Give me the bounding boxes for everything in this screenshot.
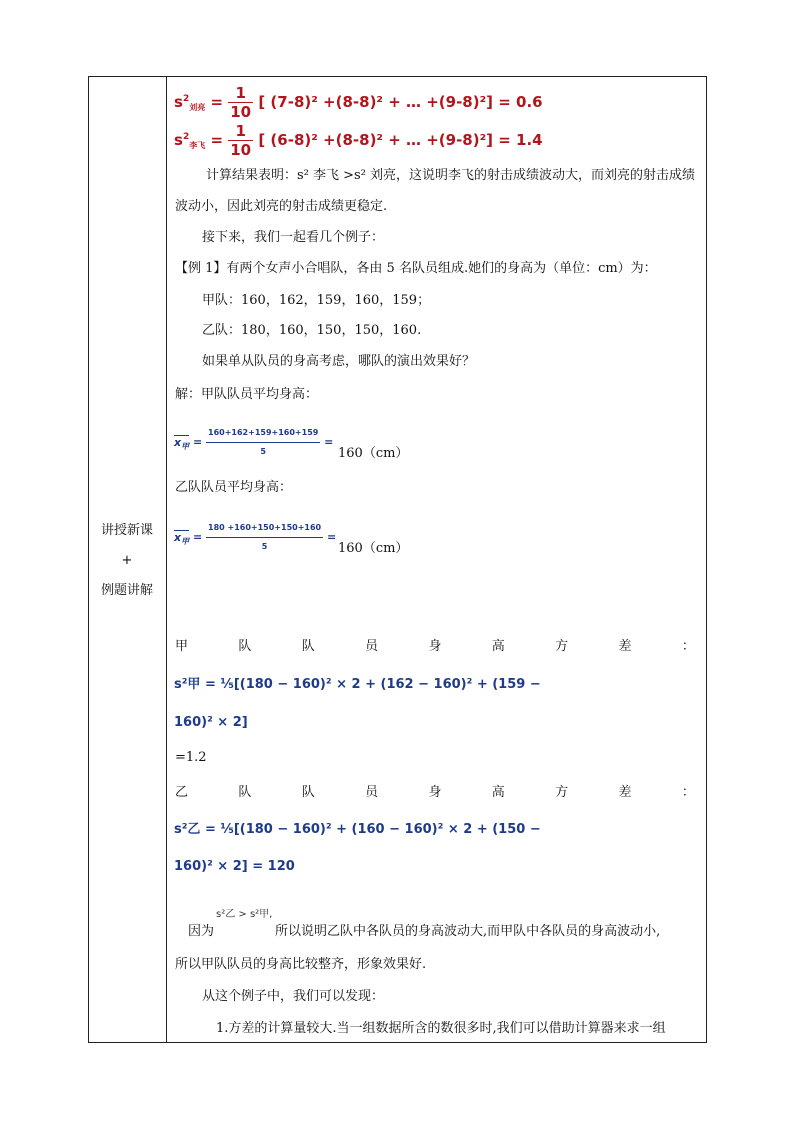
because-prefix: 因为 [188, 924, 215, 939]
var-jia-char: 队 [301, 639, 315, 654]
var-jia-label [175, 635, 695, 654]
formula-eq: = [210, 131, 224, 149]
mean-eq: = [192, 530, 203, 544]
formula-body: [ (6-8)² +(8-8)² + … +(9-8)²] = 1.4 [258, 131, 543, 149]
var-jia-char: 身 [428, 639, 442, 654]
section-label-line2: + [121, 553, 133, 568]
discover: 从这个例子中，我们可以发现： [202, 989, 385, 1004]
var-jia-result: =1.2 [175, 750, 207, 765]
var-yi-char: 方 [555, 785, 569, 800]
section-label-line3: 例题讲解 [100, 583, 153, 598]
var-yi-char: ： [681, 785, 695, 800]
var-yi-char: 高 [491, 785, 505, 800]
because-text-2: 所以甲队队员的身高比较整齐，形象效果好. [175, 957, 427, 972]
mean-den: 5 [261, 542, 268, 551]
mean-jia-result: 160（cm） [338, 446, 409, 461]
yi-intro: 乙队队员平均身高： [175, 480, 293, 495]
var-yi-char: 乙 [175, 785, 189, 800]
xbar-sub: 甲 [181, 441, 190, 451]
paragraph-1: 计算结果表明：s² 李飞 >s² 刘亮，这说明李飞的射击成绩波动大，而刘亮的射击成绩 [206, 168, 696, 183]
because-text: 所以说明乙队中各队员的身高波动大,而甲队中各队员的身高波动小, [275, 924, 661, 939]
mean-num: 180 +160+150+150+160 [206, 519, 323, 538]
xbar-label: x [174, 530, 182, 544]
mean-yi-result: 160（cm） [338, 541, 409, 556]
mean-eq2: = [324, 435, 334, 449]
var-yi-char: 差 [618, 785, 632, 800]
mean-eq2: = [326, 530, 337, 544]
var-yi-label [175, 781, 695, 800]
point-1: 1.方差的计算量较大.当一组数据所含的数很多时,我们可以借助计算器来求一组 [216, 1021, 666, 1036]
var-jia-char: 高 [491, 639, 505, 654]
var-jia-char: 队 [238, 639, 252, 654]
formula-fraction [228, 122, 253, 159]
var-jia-formula-1: s²甲 = ⅕[(180 − 160)² × 2 + (162 − 160)² + (159 − [174, 677, 541, 692]
example-1: 【例 1】有两个女声小合唱队，各由 5 名队员组成.她们的身高为（单位：cm）为： [175, 261, 657, 276]
formula-sub: 李飞 [189, 141, 206, 150]
var-yi-char: 身 [428, 785, 442, 800]
section-label-line1: 讲授新课 [100, 523, 153, 538]
formula-lifei [174, 122, 543, 159]
mean-num: 160+162+159+160+159 [206, 424, 320, 443]
lesson-table [88, 76, 707, 1043]
formula-eq: = [210, 93, 224, 111]
var-jia-char: 方 [555, 639, 569, 654]
paragraph-2: 接下来，我们一起看几个例子： [202, 230, 385, 245]
xbar-symbol [174, 435, 189, 454]
mean-fraction [206, 424, 320, 461]
xbar-symbol [174, 530, 189, 549]
var-yi-char: 队 [238, 785, 252, 800]
mean-jia-formula [174, 424, 333, 461]
formula-sup: 2 [182, 94, 190, 104]
var-jia-formula-2: 160)² × 2] [174, 715, 248, 730]
fraction-num: 1 [228, 122, 253, 141]
because-formula: s²乙 > s²甲, [216, 909, 273, 920]
fraction-den: 10 [230, 103, 252, 121]
formula-sub: 刘亮 [189, 103, 206, 112]
formula-liuliang [174, 84, 543, 121]
formula-body: [ (7-8)² +(8-8)² + … +(9-8)²] = 0.6 [258, 93, 543, 111]
question: 如果单从队员的身高考虑，哪队的演出效果好？ [202, 354, 476, 369]
var-jia-char: ： [681, 639, 695, 654]
mean-yi-formula [174, 519, 336, 556]
mean-eq: = [192, 435, 203, 449]
mean-fraction [206, 519, 323, 556]
mean-den: 5 [260, 447, 266, 456]
var-yi-formula-1: s²乙 = ⅕[(180 − 160)² + (160 − 160)² × 2 + (150 − [174, 822, 541, 837]
column-divider [166, 76, 167, 1043]
fraction-num: 1 [228, 84, 253, 103]
team-jia-heights: 甲队：160，162，159，160，159； [202, 293, 431, 308]
var-jia-char: 甲 [175, 639, 189, 654]
formula-sup: 2 [182, 132, 190, 142]
var-yi-char: 员 [365, 785, 379, 800]
var-yi-char: 队 [301, 785, 315, 800]
formula-symbol: s [174, 131, 183, 149]
xbar-sub: 甲 [181, 536, 190, 546]
var-yi-formula-2: 160)² × 2] = 120 [174, 859, 295, 874]
fraction-den: 10 [230, 141, 252, 159]
formula-symbol: s [174, 93, 183, 111]
paragraph-1b: 波动小，因此刘亮的射击成绩更稳定. [175, 199, 388, 214]
formula-fraction [228, 84, 253, 121]
xbar-label: x [174, 435, 182, 449]
section-label [88, 516, 166, 606]
var-jia-char: 员 [365, 639, 379, 654]
var-jia-char: 差 [618, 639, 632, 654]
solution-intro: 解：甲队队员平均身高： [175, 387, 319, 402]
team-yi-heights: 乙队：180，160，150，150，160. [202, 323, 422, 338]
